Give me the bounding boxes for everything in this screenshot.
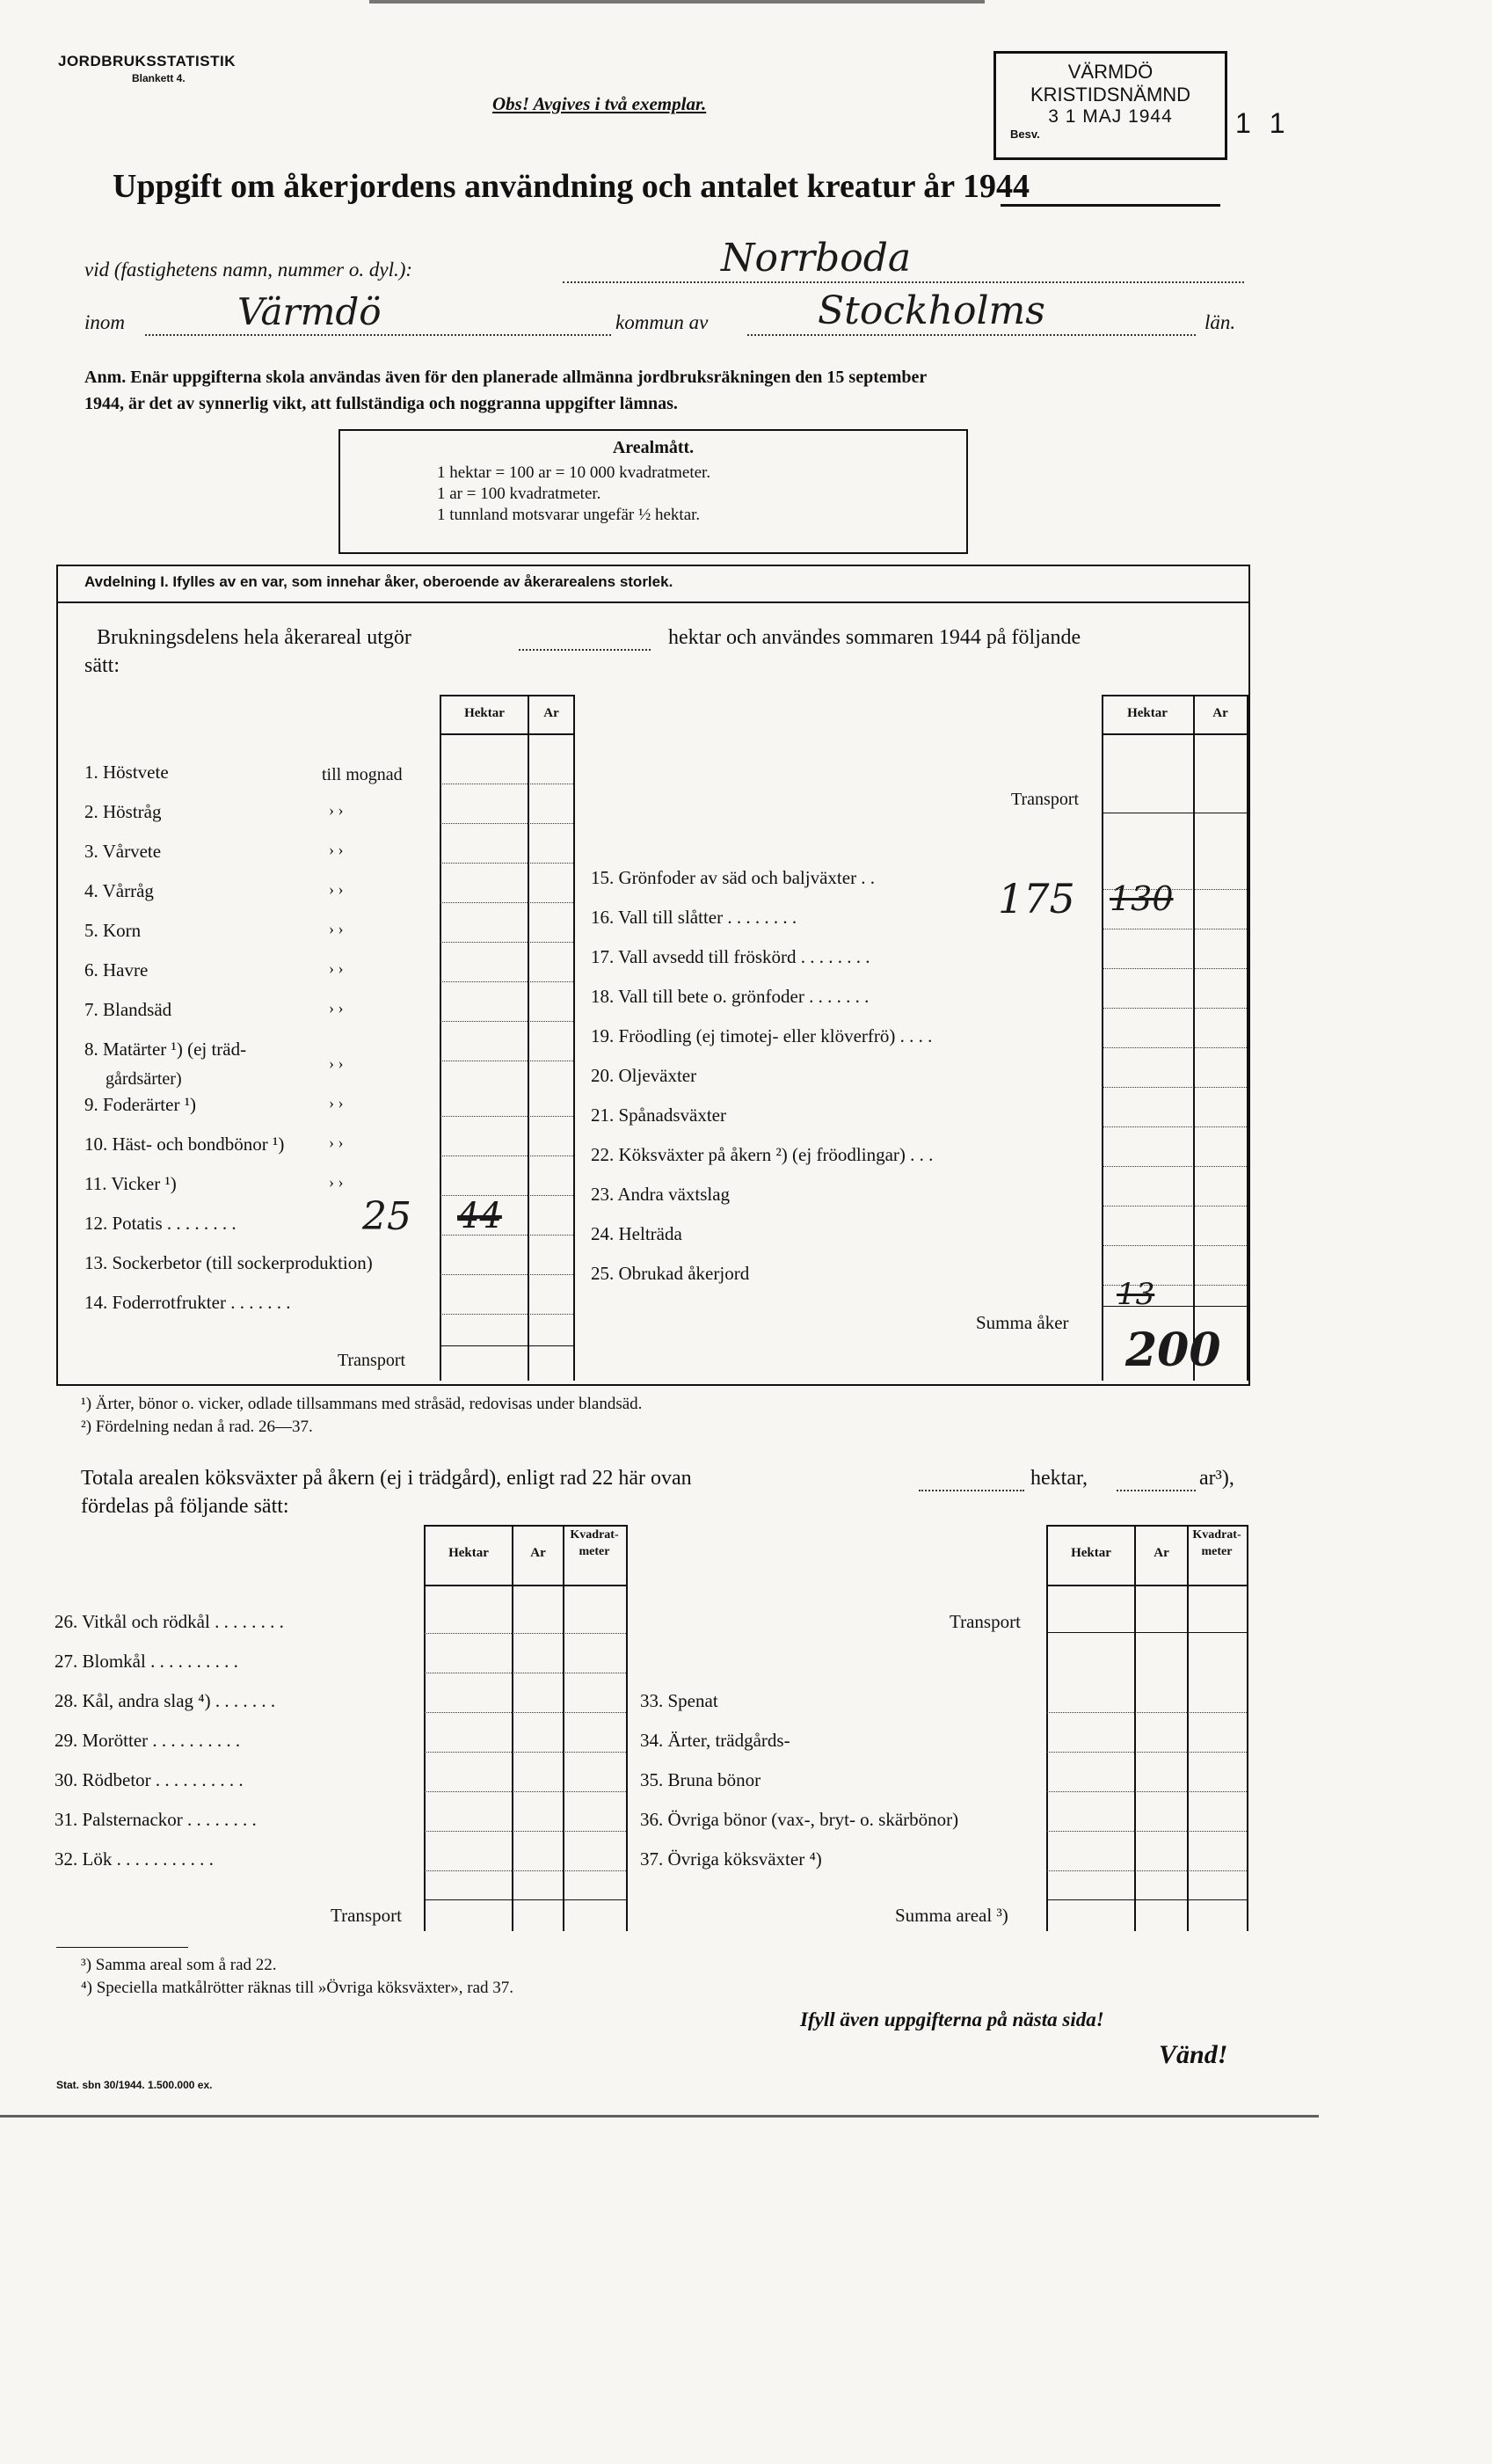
left-col-line-1 [440, 695, 441, 1381]
veg-row-right-cell-line-1 [1046, 1712, 1247, 1713]
stamp-line2: KRISTIDSNÄMND [1030, 84, 1191, 106]
crop-row-left-cell-line-6 [440, 981, 573, 982]
crop-row-left-6: 6. Havre [84, 959, 149, 980]
right-transport: Transport [1011, 790, 1080, 809]
s2-right-transport: Transport [950, 1611, 1021, 1632]
vand-note: Vänd! [1159, 2040, 1228, 2069]
veg-row-right-4: 36. Övriga bönor (vax-, bryt- o. skärbönor) [640, 1809, 959, 1830]
section1-intro-3: sätt: [84, 654, 120, 677]
top-edge-mark [369, 0, 985, 4]
ditto-mark-6: › › [329, 959, 344, 977]
section2-intro-1 [81, 1467, 692, 1491]
veg-row-left-2: 27. Blomkål . . . . . . . . . . [55, 1651, 238, 1672]
ditto-mark-11: › › [329, 1173, 344, 1191]
crop-row-left-cell-line-5 [440, 942, 573, 943]
stamp-date: 3 1 MAJ 1944 [1048, 106, 1173, 127]
blankett-label: Blankett 4. [132, 72, 186, 84]
crop-row-left-10: 10. Häst- och bondbönor ¹) [84, 1134, 285, 1155]
right-col-line-1 [1102, 695, 1103, 1381]
vall-struck-value: 130 [1110, 879, 1174, 918]
crop-row-right-10: 24. Helträda [591, 1223, 682, 1244]
s2-right-col-hektar: Hektar [1071, 1546, 1111, 1560]
crop-row-right-5: 19. Fröodling (ej timotej- eller klöverfrö) . . . . [591, 1025, 933, 1046]
s2-right-col-4 [1247, 1525, 1248, 1931]
veg-row-right-2: 34. Ärter, trädgårds- [640, 1730, 790, 1751]
veg-row-left-1: 26. Vitkål och rödkål . . . . . . . . [55, 1611, 284, 1632]
s2-hektar-line [919, 1490, 1024, 1491]
crop-row-left-1: 1. Höstvete [84, 762, 169, 783]
veg-row-left-6: 31. Palsternackor . . . . . . . . [55, 1809, 257, 1830]
kommun-value: Stockholms [818, 288, 1045, 333]
ifyll-note: Ifyll även uppgifterna på nästa sida! [800, 2008, 1104, 2030]
inom-line [145, 334, 611, 336]
stamp-note: Besv. [1010, 128, 1040, 141]
title-underline [1001, 204, 1220, 207]
s2-ar-label: ar³), [1199, 1467, 1234, 1490]
summa-aker-value: 200 [1125, 1323, 1221, 1377]
till-mognad-label: till mognad [322, 765, 403, 784]
veg-row-right-cell-line-5 [1046, 1870, 1247, 1871]
inom-value: Värmdö [237, 290, 382, 333]
crop-row-left-13: 13. Sockerbetor (till sockerproduktion) [84, 1252, 373, 1273]
s2-hektar-label: hektar, [1030, 1467, 1088, 1490]
crop-row-left-cell-line-7 [440, 1021, 573, 1022]
right-col-line-3 [1247, 695, 1248, 1381]
veg-row-right-cell-line-2 [1046, 1752, 1247, 1753]
left-col-line-3 [573, 695, 575, 1381]
veg-row-left-cell-line-4 [424, 1752, 626, 1753]
crop-row-right-4: 18. Vall till bete o. grönfoder . . . . . . . [591, 986, 870, 1007]
left-col-line-2 [528, 695, 529, 1381]
crop-row-right-7: 21. Spånadsväxter [591, 1104, 726, 1126]
ditto-mark-3: › › [329, 841, 344, 858]
veg-row-left-cell-line-3 [424, 1712, 626, 1713]
crop-row-right-6: 20. Oljeväxter [591, 1065, 697, 1086]
crop-row-right-cell-line-10 [1102, 1245, 1247, 1246]
ditto-mark-2: › › [329, 801, 344, 819]
right-col-ar: Ar [1212, 706, 1228, 720]
left-col-ar: Ar [543, 706, 559, 720]
footnote-1: ¹) Ärter, bönor o. vicker, odlade tillsammans med stråsäd, redovisas under blandsäd. [81, 1395, 643, 1413]
crop-row-left-cell-line-9 [440, 1116, 573, 1117]
summa-aker-label: Summa åker [976, 1312, 1069, 1333]
s2-right-col-ar: Ar [1154, 1546, 1169, 1560]
crop-row-left-4: 4. Vårråg [84, 880, 154, 901]
section1-intro-2: hektar och användes sommaren 1944 på följande [668, 626, 1081, 649]
ditto-mark-7: › › [329, 999, 344, 1017]
crop-row-left-cell-line-14 [440, 1314, 573, 1315]
veg-row-left-5: 30. Rödbetor . . . . . . . . . . [55, 1769, 244, 1790]
ditto-mark-10: › › [329, 1134, 344, 1151]
crop-row-right-cell-line-5 [1102, 1047, 1247, 1048]
veg-row-left-cell-line-6 [424, 1831, 626, 1832]
potatis-hand-value: 25 [362, 1194, 411, 1239]
s2-left-col-kvm: Kvadrat-meter [570, 1528, 619, 1558]
print-info: Stat. sbn 30/1944. 1.500.000 ex. [56, 2079, 213, 2091]
vall-hand-value: 175 [998, 875, 1075, 922]
s2-right-transport-rule [1046, 1632, 1247, 1633]
kommun-label: kommun av [615, 311, 709, 333]
section1-intro-1: Brukningsdelens hela åkerareal utgör [97, 626, 411, 649]
veg-row-left-4: 29. Morötter . . . . . . . . . . [55, 1730, 241, 1751]
veg-row-left-7: 32. Lök . . . . . . . . . . . [55, 1848, 214, 1870]
crop-row-right-cell-line-8 [1102, 1166, 1247, 1167]
veg-row-left-cell-line-1 [424, 1633, 626, 1634]
crop-row-left-12: 12. Potatis . . . . . . . . [84, 1213, 237, 1234]
potatis-struck-value: 44 [457, 1196, 502, 1236]
crop-row-left-5: 5. Korn [84, 920, 142, 941]
s2-right-col-kvm: Kvadrat-meter [1192, 1528, 1241, 1558]
arealmatt-title: Arealmått. [612, 438, 695, 457]
arealmatt-line2: 1 ar = 100 kvadratmeter. [437, 485, 601, 503]
series-label: JORDBRUKSSTATISTIK [58, 53, 236, 69]
crop-row-right-cell-line-7 [1102, 1126, 1247, 1127]
crop-row-right-cell-line-6 [1102, 1087, 1247, 1088]
form-title: Uppgift om åkerjordens användning och antalet kreatur år 1944 [113, 168, 1030, 205]
ditto-mark-9: › › [329, 1094, 344, 1112]
left-col-hektar: Hektar [464, 706, 505, 720]
crop-row-left-11: 11. Vicker ¹) [84, 1173, 177, 1194]
inom-label: inom [84, 311, 125, 333]
right-col-line-2 [1193, 695, 1195, 1381]
crop-row-right-11: 25. Obrukad åkerjord [591, 1263, 750, 1284]
s2-left-transport-rule [424, 1899, 626, 1900]
summa-struck-value: 13 [1117, 1277, 1155, 1312]
crop-row-left-cell-line-10 [440, 1155, 573, 1156]
s2-left-header-bottom [424, 1585, 626, 1586]
s2-summa-areal: Summa areal ³) [895, 1905, 1008, 1926]
s2-left-transport: Transport [331, 1905, 402, 1926]
anm-text-2: 1944, är det av synnerlig vikt, att fullständiga och noggranna uppgifter lämnas. [84, 394, 678, 413]
crop-row-right-cell-line-4 [1102, 1008, 1247, 1009]
left-header-top [440, 695, 573, 696]
lan-label: län. [1205, 311, 1236, 333]
ditto-mark-5: › › [329, 920, 344, 937]
footnote-3: ³) Samma areal som å rad 22. [81, 1956, 277, 1974]
arealmatt-line3: 1 tunnland motsvarar ungefär ½ hektar. [437, 506, 701, 524]
ditto-mark-4: › › [329, 880, 344, 898]
section2-intro-2: fördelas på följande sätt: [81, 1495, 289, 1518]
stamp-line1: VÄRMDÖ [1067, 61, 1154, 83]
kommun-line [747, 334, 1196, 336]
section2-intro-text: Totala arealen köksväxter på åkern (ej i trädgård), enligt rad 22 här ovan [81, 1467, 692, 1490]
left-transport-rule [440, 1345, 573, 1346]
s2-left-col-4 [626, 1525, 628, 1931]
veg-row-left-cell-line-7 [424, 1870, 626, 1871]
veg-row-right-3: 35. Bruna bönor [640, 1769, 761, 1790]
crop-row-right-9: 23. Andra växtslag [591, 1184, 731, 1205]
anm-text-1: Anm. Enär uppgifterna skola användas även för den planerade allmänna jordbruksräkningen den 15 september [84, 368, 928, 387]
s2-right-header-bottom [1046, 1585, 1247, 1586]
veg-row-right-1: 33. Spenat [640, 1690, 718, 1711]
s2-ar-line [1117, 1490, 1196, 1491]
notice: Obs! Avgives i två exemplar. [492, 93, 707, 114]
crop-row-right-8: 22. Köksväxter på åkern ²) (ej fröodlingar) . . . [591, 1144, 934, 1165]
s2-left-col-ar: Ar [530, 1546, 546, 1560]
crop-row-right-cell-line-3 [1102, 968, 1247, 969]
bottom-edge-mark [0, 2115, 1319, 2118]
veg-row-right-cell-line-3 [1046, 1791, 1247, 1792]
page-number: 1 1 [1235, 107, 1291, 139]
vid-label: vid (fastighetens namn, nummer o. dyl.): [84, 259, 413, 281]
section1-heading: Avdelning I. Ifylles av en var, som innehar åker, oberoende av åkerarealens storlek. [84, 573, 673, 590]
veg-row-left-cell-line-5 [424, 1791, 626, 1792]
left-transport: Transport [338, 1351, 406, 1370]
footnote-4: ⁴) Speciella matkålrötter räknas till »Övriga köksväxter», rad 37. [81, 1979, 514, 1997]
arealmatt-line1: 1 hektar = 100 ar = 10 000 kvadratmeter. [437, 463, 711, 482]
crop-row-right-2: 16. Vall till slåtter . . . . . . . . [591, 907, 797, 928]
s2-left-col-hektar: Hektar [448, 1546, 489, 1560]
crop-row-left-cell-line-2 [440, 823, 573, 824]
crop-row-left-2: 2. Höstråg [84, 801, 162, 822]
right-header-bottom [1102, 733, 1247, 735]
crop-row-left-8: 8. Matärter ¹) (ej träd- [84, 1039, 247, 1060]
row8-continuation: gårdsärter) [106, 1069, 182, 1089]
crop-row-left-cell-line-3 [440, 863, 573, 864]
section1-heading-rule [56, 601, 1248, 603]
left-header-bottom [440, 733, 573, 735]
crop-row-right-1: 15. Grönfoder av säd och baljväxter . . [591, 867, 876, 888]
crop-row-left-cell-line-4 [440, 902, 573, 903]
kristidsnamnd-stamp [993, 51, 1227, 160]
crop-row-left-14: 14. Foderrotfrukter . . . . . . . [84, 1292, 291, 1313]
footnote-separator [56, 1947, 188, 1948]
s2-summa-rule [1046, 1899, 1247, 1900]
veg-row-left-3: 28. Kål, andra slag ⁴) . . . . . . . [55, 1690, 276, 1711]
vid-line [563, 281, 1244, 283]
crop-row-left-3: 3. Vårvete [84, 841, 162, 862]
veg-row-right-5: 37. Övriga köksväxter ⁴) [640, 1848, 822, 1870]
vid-value: Norrboda [721, 236, 912, 281]
ditto-mark-8: › › [329, 1054, 344, 1072]
crop-row-left-9: 9. Foderärter ¹) [84, 1094, 196, 1115]
crop-row-left-7: 7. Blandsäd [84, 999, 172, 1020]
right-col-hektar: Hektar [1127, 706, 1168, 720]
total-area-line [519, 649, 651, 651]
crop-row-left-cell-line-13 [440, 1274, 573, 1275]
veg-row-right-cell-line-4 [1046, 1831, 1247, 1832]
crop-row-right-3: 17. Vall avsedd till fröskörd . . . . . . . . [591, 946, 870, 967]
arealmatt-box [338, 429, 968, 554]
footnote-2: ²) Fördelning nedan å rad. 26—37. [81, 1418, 313, 1436]
right-header-top [1102, 695, 1247, 696]
